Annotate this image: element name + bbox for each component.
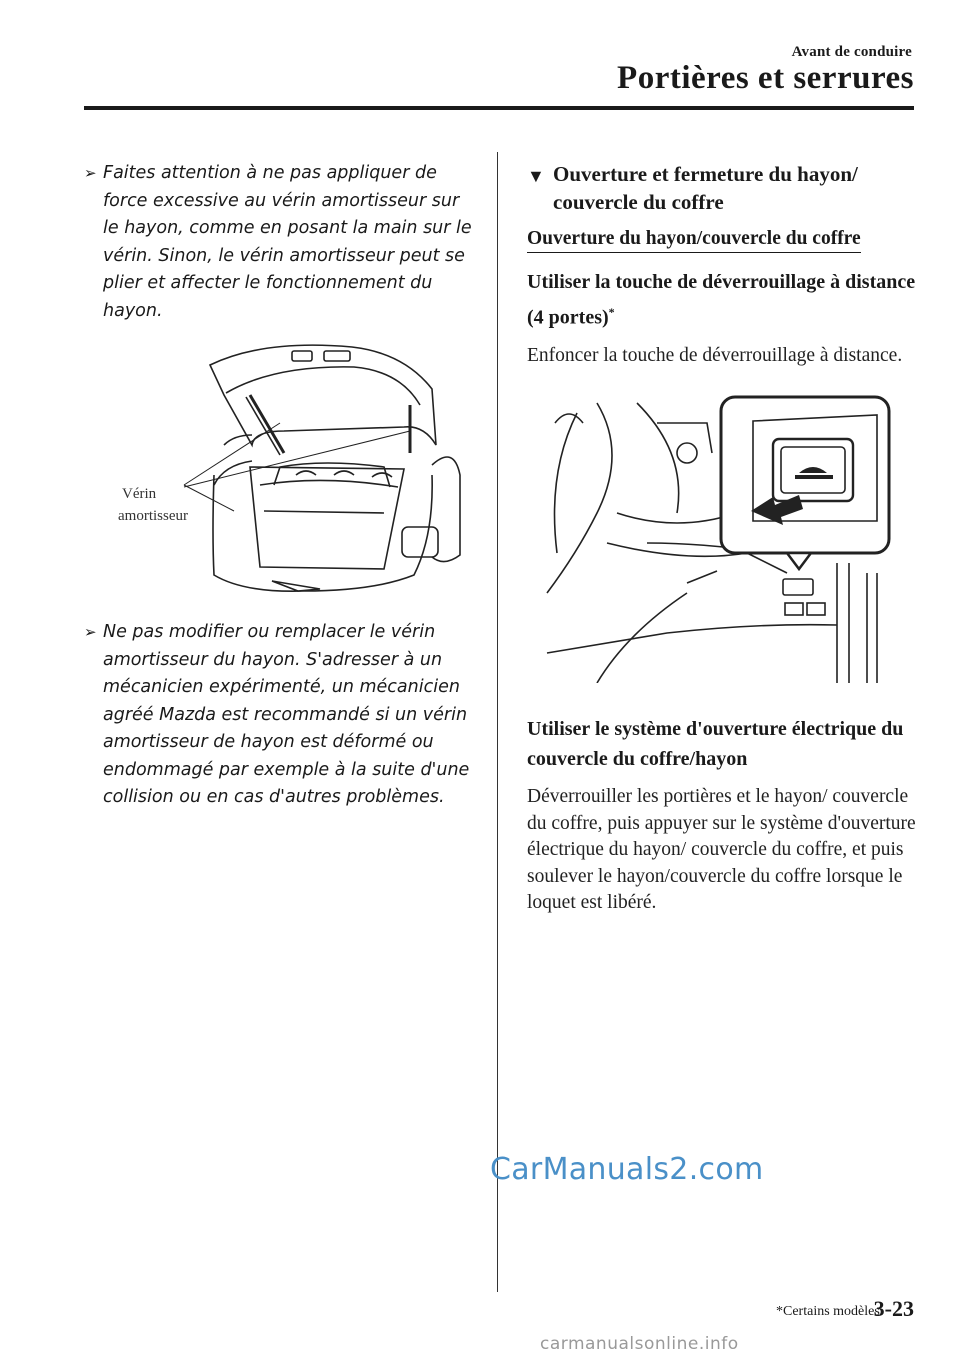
header-section: Avant de conduire (791, 44, 912, 60)
section-heading-text: Ouverture et fermeture du hayon/ couvercle du coffre (553, 162, 858, 214)
remote-release-illustration (537, 393, 892, 683)
body-electric-release: Déverrouiller les portières et le hayon/ couvercle du coffre, puis appuyer sur le système d'ouverture électrique du hayon/ couvercle du coffre, et puis soulever le hayon/couvercle du coffre lorsque le loquet est libéré. (527, 786, 916, 914)
subheading: Ouverture du hayon/couvercle du coffre (527, 228, 861, 253)
right-column (527, 160, 917, 917)
footnote: *Certains modèles. (776, 1304, 884, 1319)
tailgate-illustration (84, 335, 476, 605)
column-divider (497, 152, 498, 1292)
page-number: 3-23 (873, 1296, 914, 1321)
heading-electric-release: Utiliser le système d'ouverture électrique du couvercle du coffre/hayon (527, 718, 904, 771)
bullet-arrow-icon: ➢ (84, 623, 97, 641)
bullet-arrow-icon: ➢ (84, 164, 97, 182)
footnote-mark: * (608, 305, 615, 319)
warning-text-2: Ne pas modifier ou remplacer le vérin amortisseur du hayon. S'adresser à un mécanicien expérimenté, un mécanicien agréé Mazda est recommandé si un vérin amortisseur de hayon est déformé ou endommagé par exemple à la suite d'une collision ou en cas d'autres problèmes. (103, 622, 470, 807)
body-remote-key: Enfoncer la touche de déverrouillage à distance. (527, 344, 903, 366)
header-rule (84, 106, 914, 110)
warning-item-2 (84, 619, 476, 812)
tailgate-figure (84, 335, 476, 605)
callout-line-1: Vérin (122, 486, 157, 502)
watermark-logo: CarManuals2.com (490, 1152, 764, 1187)
heading-remote-key-text: Utiliser la touche de déverrouillage à distance (4 portes) (527, 271, 916, 329)
triangle-down-icon: ▼ (527, 166, 545, 186)
warning-text-1: Faites attention à ne pas appliquer de force excessive au vérin amortisseur sur le hayon, comme en posant la main sur le vérin. Sinon, le vérin amortisseur peut se plier et affecter le fonctionnement du hayon. (103, 163, 472, 321)
callout-line-2: amortisseur (118, 508, 188, 524)
page-title: Portières et serrures (617, 60, 914, 96)
callout-label (118, 483, 188, 527)
warning-item-1 (84, 160, 476, 325)
footer-watermark: carmanualsonline.info (540, 1334, 739, 1354)
section-heading (527, 160, 917, 216)
heading-remote-key (527, 267, 917, 333)
left-column (84, 160, 476, 812)
